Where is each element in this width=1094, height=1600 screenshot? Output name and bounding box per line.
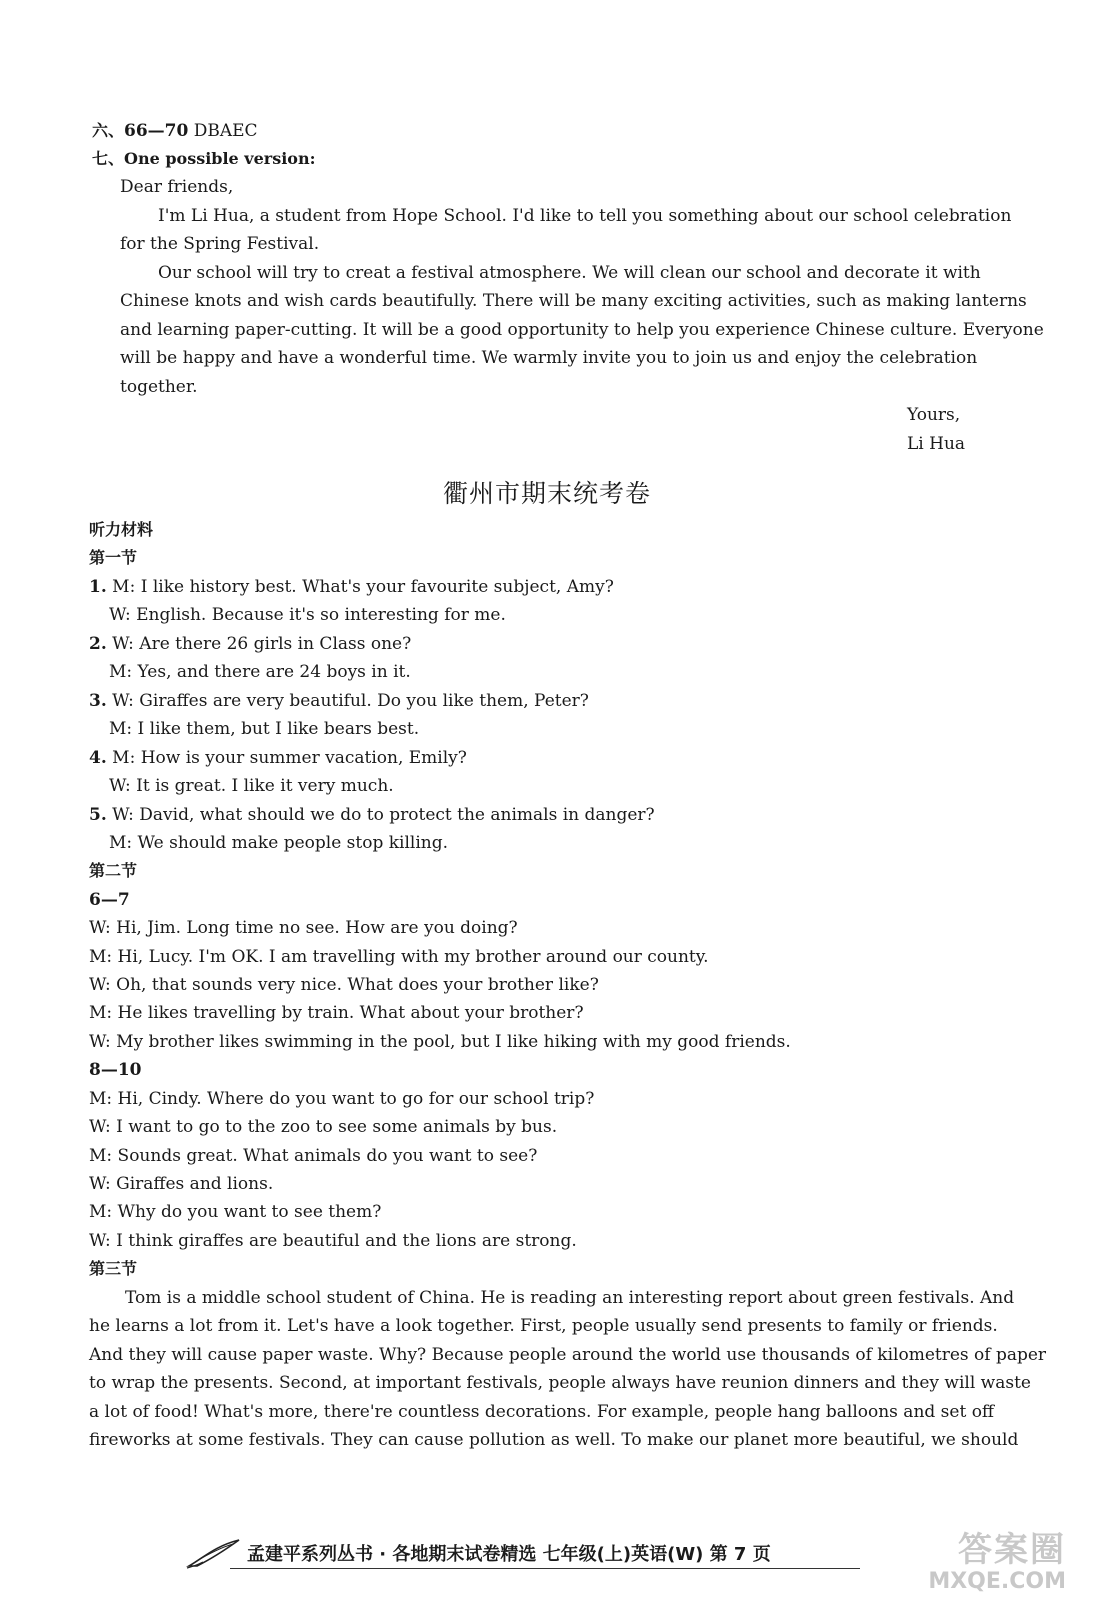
speaker-label: M: [112, 577, 136, 597]
dialog-line [89, 1089, 594, 1109]
part3-line-4: to wrap the presents. Second, at important festivals, people always have reunion dinners and they will waste [89, 1373, 1031, 1393]
dialog-text: David, what should we do to protect the animals in danger? [139, 805, 655, 825]
letter-p2-line-3: and learning paper-cutting. It will be a good opportunity to help you experience Chinese culture. Everyone [120, 320, 1044, 340]
section-7-heading [92, 149, 316, 169]
section-7-title: One possible version: [124, 149, 316, 168]
dialog-text: Hi, Lucy. I'm OK. I am travelling with my brother around our county. [117, 947, 709, 967]
dialog-text: English. Because it's so interesting for me. [136, 605, 506, 625]
speaker-label: W: [109, 605, 131, 625]
dialog-text: Oh, that sounds very nice. What does your brother like? [116, 975, 599, 995]
dialog-text: How is your summer vacation, Emily? [140, 748, 467, 768]
speaker-label: M: [109, 833, 133, 853]
speaker-label: M: [89, 947, 113, 967]
part1-line [89, 805, 655, 825]
speaker-label: W: [89, 918, 111, 938]
dialog-text: I like history best. What's your favourite subject, Amy? [140, 577, 614, 597]
part1-line [109, 719, 419, 739]
part1-line [89, 748, 467, 768]
question-number: 5. [89, 805, 107, 825]
dialog-text: He likes travelling by train. What about your brother? [117, 1003, 584, 1023]
speaker-label: M: [109, 662, 133, 682]
dialog-text: My brother likes swimming in the pool, but I like hiking with my good friends. [116, 1032, 791, 1052]
letter-p2-line-5: together. [120, 377, 198, 397]
dialog-line [89, 1146, 537, 1166]
dialog-text: Giraffes are very beautiful. Do you like them, Peter? [139, 691, 589, 711]
speaker-label: W: [109, 776, 131, 796]
dialog-line [89, 1174, 273, 1194]
part3-line-3: And they will cause paper waste. Why? Because people around the world use thousands of kilometres of paper [89, 1345, 1047, 1365]
dialog-text: Giraffes and lions. [116, 1174, 274, 1194]
section-7-label: 七、 [92, 149, 125, 168]
letter-p2-line-1: Our school will try to creat a festival atmosphere. We will clean our school and decorate it with [158, 263, 981, 283]
question-number: 4. [89, 748, 107, 768]
part1-line [89, 691, 589, 711]
part1-heading: 第一节 [89, 548, 138, 567]
dialog-6-7-label: 6—7 [89, 890, 130, 910]
part3-line-1: Tom is a middle school student of China. He is reading an interesting report about green festivals. And [125, 1288, 1015, 1308]
speaker-label: M: [89, 1003, 113, 1023]
dialog-text: Yes, and there are 24 boys in it. [137, 662, 411, 682]
dialog-8-10-label: 8—10 [89, 1060, 142, 1080]
feather-logo-icon [185, 1536, 243, 1570]
dialog-line [89, 918, 518, 938]
letter-closing: Yours, [907, 405, 961, 425]
watermark-url: MXQE.COM [928, 1569, 1066, 1594]
part3-line-2: he learns a lot from it. Let's have a look together. First, people usually send presents to family or friends. [89, 1316, 998, 1336]
question-number: 2. [89, 634, 107, 654]
part1-line [109, 605, 506, 625]
footer-divider [230, 1568, 860, 1569]
part1-line [109, 833, 448, 853]
speaker-label: W: [89, 1032, 111, 1052]
dialog-text: We should make people stop killing. [137, 833, 449, 853]
letter-p2-line-4: will be happy and have a wonderful time. We warmly invite you to join us and enjoy the celebration [120, 348, 978, 368]
part3-heading: 第三节 [89, 1259, 138, 1278]
speaker-label: W: [89, 975, 111, 995]
letter-p1-line-1: I'm Li Hua, a student from Hope School. I'd like to tell you something about our school celebration [158, 206, 1012, 226]
dialog-line [89, 1117, 557, 1137]
dialog-line [89, 947, 709, 967]
dialog-line [89, 975, 599, 995]
part1-line [89, 577, 614, 597]
dialog-line [89, 1032, 791, 1052]
letter-p1-line-2: for the Spring Festival. [120, 234, 320, 254]
dialog-text: Hi, Jim. Long time no see. How are you doing? [116, 918, 518, 938]
dialog-text: I think giraffes are beautiful and the lions are strong. [116, 1231, 577, 1251]
section-6-answer-letters: DBAEC [193, 121, 258, 141]
speaker-label: W: [89, 1231, 111, 1251]
letter-p2-line-2: Chinese knots and wish cards beautifully. There will be many exciting activities, such as making lanterns [120, 291, 1027, 311]
watermark [926, 1530, 1066, 1598]
part1-line [89, 634, 411, 654]
part3-line-5: a lot of food! What's more, there're countless decorations. For example, people hang balloons and set off [89, 1402, 995, 1422]
footer-text: 孟建平系列丛书 · 各地期末试卷精选 七年级(上)英语(W) 第 7 页 [247, 1544, 771, 1565]
speaker-label: M: [89, 1202, 113, 1222]
dialog-line [89, 1231, 577, 1251]
speaker-label: M: [112, 748, 136, 768]
dialog-line [89, 1003, 584, 1023]
section-6-answers [92, 121, 258, 141]
section-6-range: 66—70 [124, 121, 189, 141]
speaker-label: W: [89, 1117, 111, 1137]
part2-heading: 第二节 [89, 861, 138, 880]
question-number: 1. [89, 577, 107, 597]
speaker-label: W: [112, 634, 134, 654]
speaker-label: W: [112, 691, 134, 711]
speaker-label: M: [89, 1089, 113, 1109]
speaker-label: M: [89, 1146, 113, 1166]
exam-title: 衢州市期末统考卷 [442, 479, 651, 508]
speaker-label: W: [89, 1174, 111, 1194]
part1-line [109, 662, 411, 682]
dialog-text: Are there 26 girls in Class one? [139, 634, 412, 654]
dialog-text: Sounds great. What animals do you want to see? [117, 1146, 538, 1166]
listening-heading: 听力材料 [89, 520, 154, 539]
dialog-text: Hi, Cindy. Where do you want to go for our school trip? [117, 1089, 595, 1109]
part1-line [109, 776, 394, 796]
part3-line-6: fireworks at some festivals. They can cause pollution as well. To make our planet more beautiful, we should [89, 1430, 1019, 1450]
dialog-text: It is great. I like it very much. [136, 776, 394, 796]
dialog-line [89, 1202, 381, 1222]
letter-greeting: Dear friends, [120, 177, 234, 197]
speaker-label: M: [109, 719, 133, 739]
dialog-text: Why do you want to see them? [117, 1202, 382, 1222]
speaker-label: W: [112, 805, 134, 825]
dialog-text: I want to go to the zoo to see some animals by bus. [116, 1117, 558, 1137]
dialog-text: I like them, but I like bears best. [137, 719, 420, 739]
letter-signature: Li Hua [907, 434, 966, 454]
question-number: 3. [89, 691, 107, 711]
section-6-label: 六、 [92, 121, 125, 140]
watermark-logo-text: 答案圈 [958, 1530, 1066, 1570]
